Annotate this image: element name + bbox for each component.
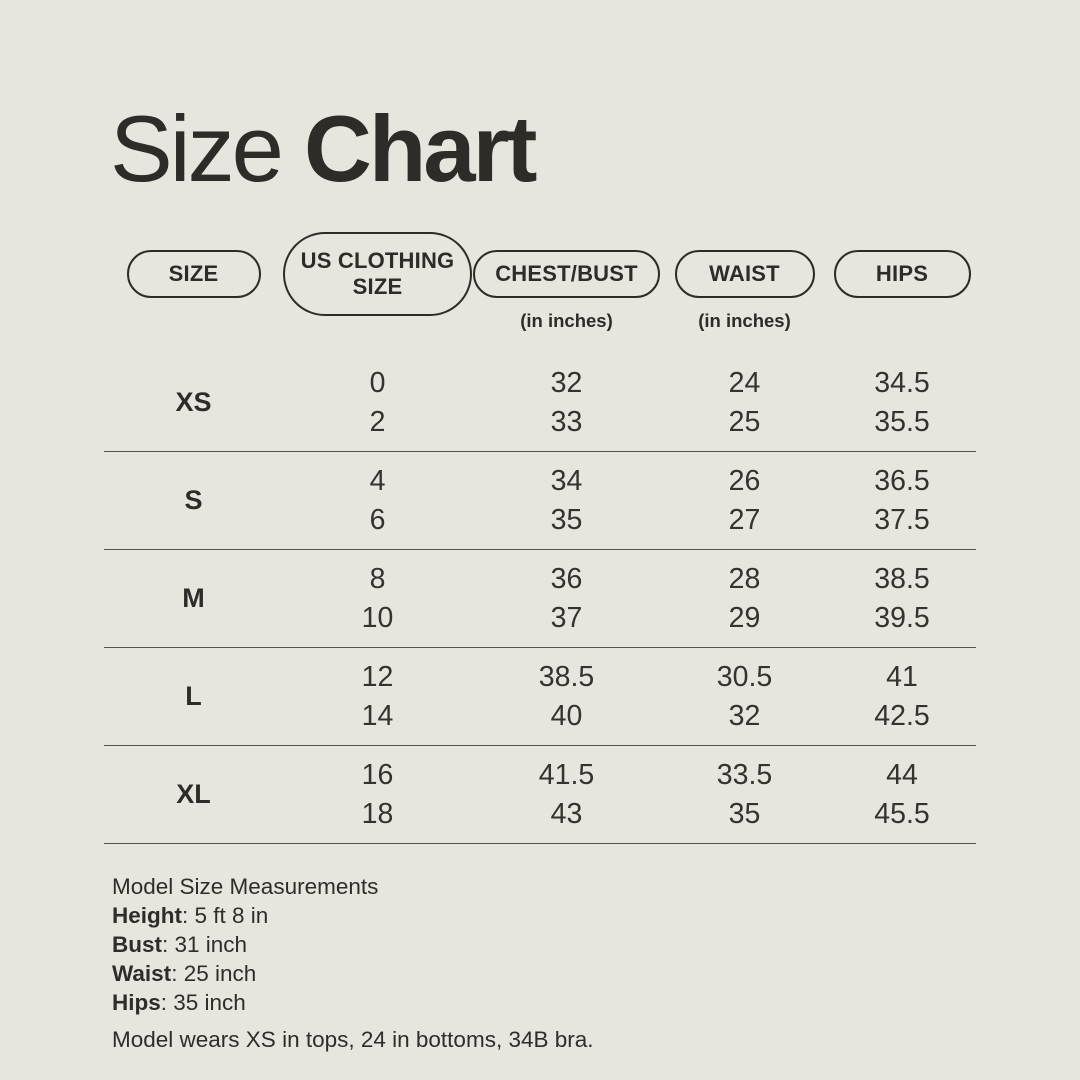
chest-values <box>472 550 661 647</box>
waist-values <box>661 452 828 549</box>
us-size-value: 4 <box>369 464 386 497</box>
page-title-space <box>281 96 304 201</box>
chest-value: 33 <box>550 405 583 438</box>
hips-value: 37.5 <box>874 503 930 536</box>
measurement-value: : 35 inch <box>160 990 246 1015</box>
us-size-values <box>283 550 472 647</box>
waist-value: 33.5 <box>716 758 773 791</box>
table-body <box>104 354 976 844</box>
table-row-xl <box>104 746 976 844</box>
us-size-values <box>283 648 472 745</box>
measurement-line-hips <box>112 988 594 1017</box>
measurement-label: Bust <box>112 932 162 957</box>
waist-value: 25 <box>728 405 761 438</box>
size-table <box>104 230 976 844</box>
chest-value: 34 <box>550 464 583 497</box>
chest-value: 35 <box>550 503 583 536</box>
measurement-value: : 25 inch <box>171 961 257 986</box>
size-label: XL <box>176 779 211 809</box>
hips-value: 35.5 <box>874 405 930 438</box>
chest-values <box>472 452 661 549</box>
measurement-value: : 5 ft 8 in <box>182 903 269 928</box>
waist-value: 30.5 <box>716 660 773 693</box>
hips-values <box>828 354 976 451</box>
header-cell-chest-bust <box>472 230 661 331</box>
waist-value: 26 <box>728 464 761 497</box>
waist-header-pill: WAIST <box>675 250 815 298</box>
us-size-values <box>283 354 472 451</box>
chest-value: 38.5 <box>538 660 595 693</box>
hips-header-pill: HIPS <box>834 250 971 298</box>
page-title-light: Size <box>110 96 281 201</box>
measurement-label: Height <box>112 903 182 928</box>
size-header-pill: SIZE <box>127 250 261 298</box>
hips-value: 41 <box>886 660 918 693</box>
hips-values <box>828 452 976 549</box>
table-row-m <box>104 550 976 648</box>
waist-value: 35 <box>728 797 761 830</box>
waist-value: 27 <box>728 503 761 536</box>
us-size-value: 0 <box>369 366 386 399</box>
measurement-line-bust <box>112 930 594 959</box>
measurement-label: Waist <box>112 961 172 986</box>
page-title <box>110 96 535 201</box>
us-size-values <box>283 452 472 549</box>
header-cell-waist <box>661 230 828 331</box>
size-label: S <box>184 485 203 515</box>
header-cell-hips <box>828 230 976 318</box>
us-size-value: 10 <box>361 601 394 634</box>
notes-footer: Model wears XS in tops, 24 in bottoms, 34B bra. <box>112 1027 594 1052</box>
model-measurements-notes <box>112 872 594 1054</box>
table-row-xs <box>104 354 976 452</box>
waist-values <box>661 354 828 451</box>
hips-value: 44 <box>886 758 918 791</box>
page-title-bold: Chart <box>303 96 535 201</box>
us-size-value: 8 <box>369 562 386 595</box>
chest-values <box>472 354 661 451</box>
measurement-value: : 31 inch <box>162 932 248 957</box>
hips-value: 36.5 <box>874 464 930 497</box>
chest-value: 41.5 <box>538 758 595 791</box>
waist-value: 28 <box>728 562 761 595</box>
table-header-row <box>104 230 976 331</box>
us-clothing-size-header-pill: US CLOTHING SIZE <box>283 232 472 316</box>
chest-bust-header-pill: CHEST/BUST <box>473 250 660 298</box>
size-label: L <box>185 681 202 711</box>
notes-heading: Model Size Measurements <box>112 874 379 899</box>
table-row-s <box>104 452 976 550</box>
us-size-value: 2 <box>369 405 386 438</box>
chest-value: 37 <box>550 601 583 634</box>
waist-value: 32 <box>728 699 761 732</box>
us-size-value: 12 <box>361 660 394 693</box>
us-size-value: 6 <box>369 503 386 536</box>
waist-value: 29 <box>728 601 761 634</box>
waist-values <box>661 550 828 647</box>
us-size-value: 16 <box>361 758 394 791</box>
chest-value: 32 <box>550 366 583 399</box>
hips-value: 42.5 <box>874 699 930 732</box>
measurement-line-height <box>112 901 594 930</box>
chest-value: 36 <box>550 562 583 595</box>
chest-value: 40 <box>550 699 583 732</box>
measurement-label: Hips <box>112 990 161 1015</box>
chest-values <box>472 648 661 745</box>
hips-value: 39.5 <box>874 601 930 634</box>
chest-values <box>472 746 661 843</box>
waist-values <box>661 648 828 745</box>
hips-value: 45.5 <box>874 797 930 830</box>
hips-value: 34.5 <box>874 366 930 399</box>
hips-values <box>828 648 976 745</box>
waist-values <box>661 746 828 843</box>
chest-bust-unit-label: (in inches) <box>520 310 613 331</box>
header-cell-us-clothing-size <box>283 230 472 318</box>
size-label: XS <box>175 387 212 417</box>
us-size-value: 18 <box>361 797 394 830</box>
hips-values <box>828 746 976 843</box>
size-label: M <box>182 583 205 613</box>
waist-value: 24 <box>728 366 761 399</box>
table-row-l <box>104 648 976 746</box>
chest-value: 43 <box>550 797 583 830</box>
us-size-value: 14 <box>361 699 394 732</box>
us-size-values <box>283 746 472 843</box>
header-cell-size <box>104 230 283 318</box>
hips-value: 38.5 <box>874 562 930 595</box>
waist-unit-label: (in inches) <box>698 310 791 331</box>
hips-values <box>828 550 976 647</box>
measurement-line-waist <box>112 959 594 988</box>
